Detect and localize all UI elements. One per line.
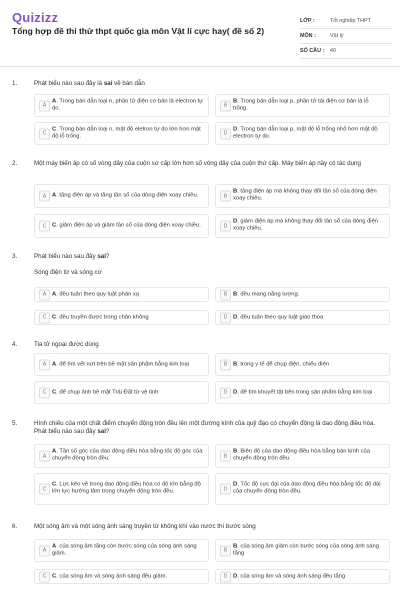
- option-text: A. để tìm vết nứt trên bề mặt sản phẩm bằng kim loại: [52, 360, 189, 367]
- option-body: của sóng âm giảm còn bước sóng của sóng ánh sáng tăng: [233, 543, 379, 557]
- option-body: Trong bán dẫn loại n, mật độ eletron tự do lớn hơn mật độ lỗ trống.: [52, 126, 201, 140]
- option-text: D. giảm điện áp mà không thay đổi tần số của dòng điện xoay chiều.: [233, 218, 379, 232]
- option-letter: D: [233, 388, 238, 395]
- option-a[interactable]: [34, 94, 209, 117]
- option-letter-badge: B: [220, 100, 231, 111]
- option-letter: A: [52, 192, 57, 199]
- option-d[interactable]: [215, 569, 390, 584]
- option-letter-badge: A: [39, 289, 50, 300]
- option-b[interactable]: [215, 444, 390, 468]
- option-letter: A: [52, 543, 57, 550]
- option-body: để tìm vết nứt trên bề mặt sản phẩm bằng kim loại: [59, 360, 189, 367]
- option-letter-badge: A: [39, 191, 50, 202]
- option-a[interactable]: [34, 539, 209, 562]
- option-letter-badge: B: [220, 451, 231, 462]
- option-letter-badge: C: [39, 387, 50, 398]
- option-text: D. của sóng âm và sóng ánh sáng đều tăng: [233, 572, 346, 579]
- question-text: [34, 253, 389, 261]
- option-body: Lực kéo về trong dao động điều hòa có độ lớn bằng độ lớn lực hướng tâm trong chuyển động tròn đều.: [52, 481, 201, 495]
- option-letter: C: [52, 126, 57, 133]
- option-letter: D: [233, 218, 238, 225]
- meta-label-subject: MÔN :: [300, 33, 316, 39]
- option-body: giảm điện áp và giảm tần số của dòng điện xoay chiều.: [59, 222, 201, 229]
- option-letter: C: [52, 388, 57, 395]
- option-text: C. Trong bán dẫn loại n, mật độ eletron tự do lớn hơn mật độ lỗ trống.: [52, 126, 201, 140]
- question-text-part: Phát biểu nào sau đây: [34, 253, 98, 260]
- option-letter: B: [233, 448, 238, 455]
- option-body: của sóng âm tăng còn bước sóng của sóng ánh sáng giảm.: [52, 543, 197, 557]
- meta-label-count: SỐ CÂU :: [300, 48, 325, 54]
- meta-value-class: Tốt nghiệp THPT: [330, 18, 371, 24]
- question-text-part: ?: [105, 428, 110, 436]
- meta-value-count: 40: [330, 48, 336, 54]
- question-text-part: ?: [105, 253, 110, 260]
- option-letter: D: [233, 126, 238, 133]
- option-b[interactable]: [215, 94, 390, 117]
- question-text: [34, 80, 389, 88]
- option-b[interactable]: [215, 353, 390, 376]
- option-text: A. tăng điện áp và tăng tần số của dòng điện xoay chiều.: [52, 192, 199, 199]
- option-body: đều mang năng lượng.: [240, 290, 300, 297]
- option-b[interactable]: [215, 184, 390, 208]
- meta-row-subject: [300, 29, 392, 44]
- option-text: C. giảm điện áp và giảm tần số của dòng điện xoay chiều.: [52, 222, 201, 229]
- question-text: Một máy biến áp có số vòng dây của cuộn sơ cấp lớn hơn số vòng dây của cuộn thứ cấp. Máy biến áp này có tác dụng: [34, 160, 361, 167]
- option-text: B. đều mang năng lượng.: [233, 290, 300, 297]
- option-text: A. Tần số góc của dao động điều hòa bằng tốc độ góc của chuyển động tròn đều.: [52, 448, 203, 462]
- question-text: Tia tử ngoại được dùng: [34, 341, 99, 348]
- option-text: C. của sóng âm và sóng ánh sáng đều giảm.: [52, 572, 168, 579]
- option-d[interactable]: [215, 381, 390, 404]
- option-body: Tần số góc của dao động điều hòa bằng tốc độ góc của chuyển động tròn đều.: [52, 448, 203, 462]
- option-text: B. Trong bán dẫn loại p, phần tử tải điện cơ bản là lỗ trống.: [233, 98, 369, 112]
- question-text-part: về bán dẫn: [112, 80, 145, 87]
- question-text: Một sóng âm và một sóng ánh sáng truyền từ không khí vào nước thì bước sóng: [34, 523, 256, 530]
- question-number: 1.: [12, 80, 18, 87]
- option-letter-badge: D: [220, 387, 231, 398]
- option-text: D. để tìm khuyết tật bên trong sản phẩm bằng kim loại: [233, 388, 373, 395]
- option-letter: C: [52, 572, 57, 579]
- meta-row-class: [300, 14, 392, 29]
- option-body: đều tuân theo quy luật phản xạ: [59, 290, 140, 297]
- option-body: trong y tế để chụp điện, chiếu điện: [240, 360, 330, 367]
- option-letter-badge: D: [220, 484, 231, 495]
- question-number: 6.: [12, 523, 18, 530]
- option-body: Trong bán dẫn loại n, phần tử điện cơ bản là electron tự do.: [52, 98, 204, 112]
- option-letter-badge: A: [39, 451, 50, 462]
- question-number: 4.: [12, 341, 18, 348]
- option-letter: A: [52, 360, 57, 367]
- option-d[interactable]: [215, 122, 390, 145]
- header-divider: [0, 66, 400, 67]
- question-number: 3.: [12, 253, 18, 260]
- option-letter: D: [233, 481, 238, 488]
- option-c[interactable]: [34, 569, 209, 584]
- option-body: của sóng âm và sóng ánh sáng đều tăng: [240, 572, 346, 579]
- option-letter: D: [233, 313, 238, 320]
- option-text: C. để chụp ảnh bề mặt Trái Đất từ vệ tinh: [52, 388, 159, 395]
- option-text: B. của sóng âm giảm còn bước sóng của sóng ánh sáng tăng: [233, 543, 379, 557]
- option-letter: C: [52, 222, 57, 229]
- option-a[interactable]: [34, 184, 209, 208]
- option-letter: B: [233, 360, 238, 367]
- option-letter: D: [233, 572, 238, 579]
- option-a[interactable]: [34, 353, 209, 376]
- meta-row-count: [300, 44, 392, 59]
- option-text: B. trong y tế để chụp điện, chiếu điện: [233, 360, 330, 367]
- option-a[interactable]: [34, 444, 209, 468]
- question-subtext: Sóng điện từ và sóng cơ: [34, 269, 102, 276]
- option-letter-badge: A: [39, 100, 50, 111]
- option-letter-badge: B: [220, 359, 231, 370]
- option-body: Tốc độ cực đại của dao động điều hòa bằng tốc độ dài của chuyển động tròn đều.: [233, 481, 381, 495]
- page-title: Tổng hợp đề thi thử thpt quốc gia môn Vật lí cực hay( đề số 2): [12, 26, 265, 36]
- option-letter-badge: D: [220, 221, 231, 232]
- question-number: 5.: [12, 420, 18, 427]
- option-text: D. Tốc độ cực đại của dao động điều hòa bằng tốc độ dài của chuyển động tròn đều.: [233, 481, 381, 495]
- option-letter-badge: D: [220, 312, 231, 323]
- option-letter-badge: A: [39, 359, 50, 370]
- question-number: 2.: [12, 160, 18, 167]
- option-body: tăng điện áp mà không thay đổi tần số của dòng điện xoay chiều.: [233, 188, 377, 202]
- option-body: Trong bán dẫn loại p, phần tử tải điện cơ bản là lỗ trống.: [233, 98, 369, 112]
- option-b[interactable]: [215, 287, 390, 302]
- option-letter: B: [233, 290, 238, 297]
- question-text: [34, 420, 389, 436]
- option-body: để tìm khuyết tật bên trong sản phẩm bằng kim loại: [240, 388, 373, 395]
- option-letter: B: [233, 543, 238, 550]
- option-letter-badge: B: [220, 545, 231, 556]
- option-letter-badge: B: [220, 289, 231, 300]
- option-text: A. của sóng âm tăng còn bước sóng của sóng ánh sáng giảm.: [52, 543, 197, 557]
- option-text: D. đều tuân theo quy luật giao thoa: [233, 313, 324, 320]
- option-letter-badge: C: [39, 484, 50, 495]
- option-body: tăng điện áp và tăng tần số của dòng điện xoay chiều.: [59, 192, 199, 199]
- option-letter-badge: C: [39, 312, 50, 323]
- option-body: của sóng âm và sóng ánh sáng đều giảm.: [59, 572, 168, 579]
- meta-value-subject: Vật lý: [330, 33, 344, 39]
- option-c[interactable]: [34, 381, 209, 404]
- option-text: C. đều truyền được trong chân không: [52, 313, 149, 320]
- option-letter-badge: A: [39, 545, 50, 556]
- option-letter-badge: D: [220, 128, 231, 139]
- option-letter: C: [52, 313, 57, 320]
- option-d[interactable]: [215, 473, 390, 505]
- option-body: Biên độ của dao động điều hòa bằng bán kính của chuyển động tròn đều.: [233, 448, 370, 462]
- question-text-bold: sai: [97, 253, 106, 260]
- option-text: B. tăng điện áp mà không thay đổi tần số của dòng điện xoay chiều.: [233, 188, 377, 202]
- option-letter-badge: C: [39, 221, 50, 232]
- option-letter-badge: B: [220, 191, 231, 202]
- option-c[interactable]: [34, 122, 209, 145]
- question-text-bold: sai: [97, 428, 106, 436]
- question-text-part: Phát biểu nào sau đây là: [34, 80, 104, 87]
- option-letter: A: [52, 98, 57, 105]
- option-body: để chụp ảnh bề mặt Trái Đất từ vệ tinh: [59, 388, 159, 395]
- option-body: giảm điện áp mà không thay đổi tần số của dòng điện xoay chiều.: [233, 218, 379, 232]
- option-letter-badge: C: [39, 571, 50, 582]
- option-letter: B: [233, 188, 238, 195]
- option-text: C. Lực kéo về trong dao động điều hòa có độ lớn bằng độ lớn lực hướng tâm trong chuyển động tròn đều.: [52, 481, 201, 495]
- meta-label-class: LỚP :: [300, 18, 315, 24]
- option-body: đều truyền được trong chân không: [59, 313, 149, 320]
- option-c[interactable]: [34, 310, 209, 325]
- option-text: D. Trong bán dẫn loại p, mật độ lỗ trống nhỏ hơn mật độ electron tự do.: [233, 126, 378, 140]
- meta-panel: [300, 14, 392, 59]
- option-d[interactable]: [215, 310, 390, 325]
- question-text-part: Hình chiếu của một chất điểm chuyển động tròn đều lên một đường kính của quỹ đạo có chuyển động là dao động điều hòa. Phát biểu nào sau đây: [34, 420, 376, 436]
- option-c[interactable]: [34, 214, 209, 238]
- option-letter-badge: D: [220, 571, 231, 582]
- option-b[interactable]: [215, 539, 390, 562]
- option-a[interactable]: [34, 287, 209, 302]
- option-letter-badge: C: [39, 128, 50, 139]
- question-text-bold: sai: [103, 80, 113, 87]
- option-text: B. Biên độ của dao động điều hòa bằng bán kính của chuyển động tròn đều.: [233, 448, 370, 462]
- option-c[interactable]: [34, 473, 209, 505]
- option-body: đều tuân theo quy luật giao thoa: [240, 313, 324, 320]
- quizizz-logo: Quizizz: [12, 10, 59, 25]
- option-letter: A: [52, 290, 57, 297]
- option-text: A. Trong bán dẫn loại n, phần tử điện cơ bản là electron tự do.: [52, 98, 204, 112]
- option-letter: C: [52, 481, 57, 488]
- option-d[interactable]: [215, 214, 390, 238]
- option-text: A. đều tuân theo quy luật phản xạ: [52, 290, 140, 297]
- option-letter: B: [233, 98, 238, 105]
- option-letter: A: [52, 448, 57, 455]
- option-body: Trong bán dẫn loại p, mật độ lỗ trống nhỏ hơn mật độ electron tự do.: [233, 126, 378, 140]
